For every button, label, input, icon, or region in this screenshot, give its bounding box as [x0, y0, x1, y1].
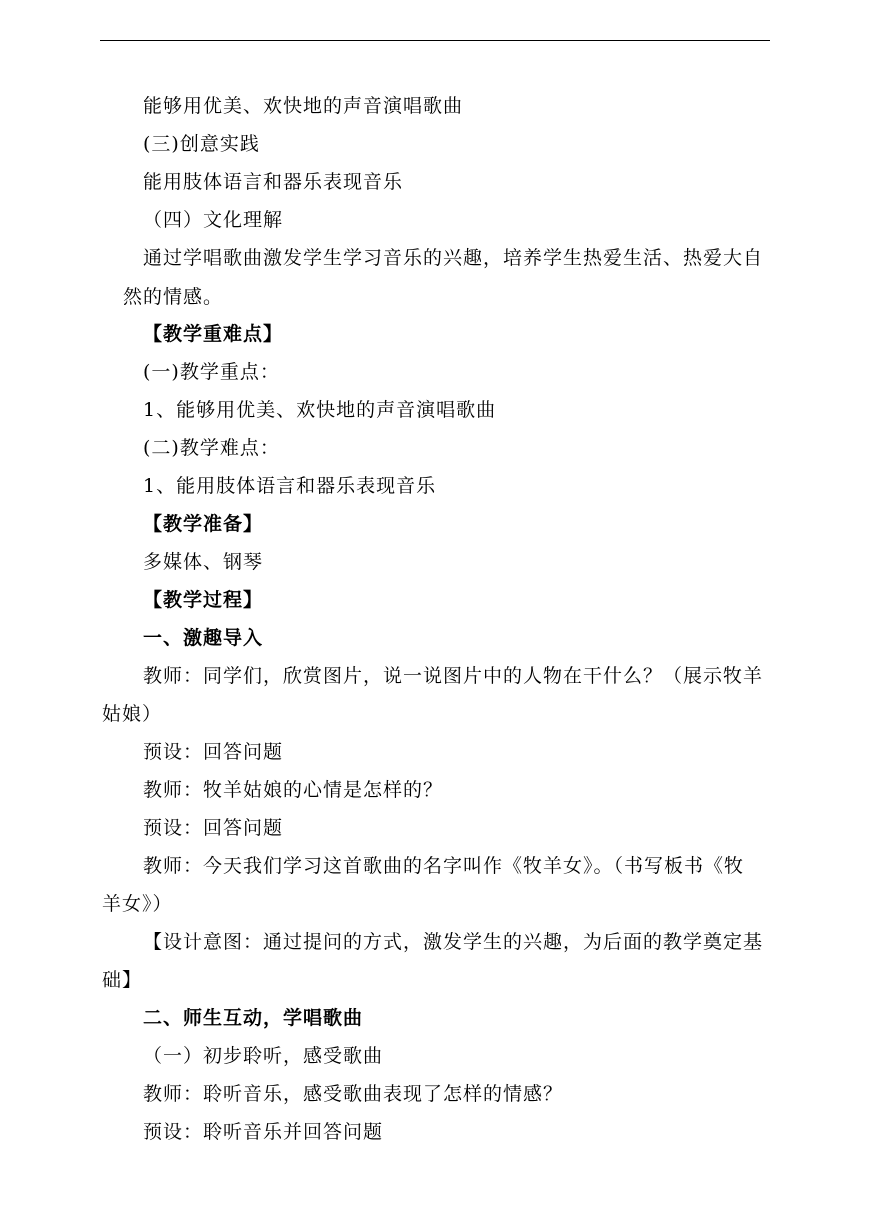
- step-one-heading: 一、激趣导入: [143, 627, 264, 649]
- teacher-line: 教师：同学们，欣赏图片，说一说图片中的人物在干什么？（展示牧羊: [143, 665, 764, 687]
- section-creative-practice: (三)创意实践: [143, 133, 260, 155]
- substep-heading: （一）初步聆听，感受歌曲: [143, 1045, 384, 1067]
- subheading-key-points: (一)教学重点：: [143, 361, 280, 383]
- teacher-line: 教师：今天我们学习这首歌曲的名字叫作《牧羊女》。（书写板书《牧: [143, 855, 745, 877]
- preparation-items: 多媒体、钢琴: [143, 551, 264, 573]
- difficult-point-item: 1、能用肢体语言和器乐表现音乐: [143, 475, 437, 497]
- paragraph-line-cont: 然的情感。: [123, 286, 224, 308]
- section-cultural-understanding: （四）文化理解: [143, 209, 284, 231]
- heading-teaching-process: 【教学过程】: [143, 589, 264, 611]
- preset-line: 预设：聆听音乐并回答问题: [143, 1121, 384, 1143]
- paragraph-line: 通过学唱歌曲激发学生学习音乐的兴趣，培养学生热爱生活、热爱大自: [143, 247, 764, 269]
- preset-line: 预设：回答问题: [143, 741, 284, 763]
- heading-preparation: 【教学准备】: [143, 513, 264, 535]
- goal-line-sing: 能够用优美、欢快地的声音演唱歌曲: [143, 95, 464, 117]
- key-point-item: 1、能够用优美、欢快地的声音演唱歌曲: [143, 399, 497, 421]
- teacher-line: 教师：聆听音乐，感受歌曲表现了怎样的情感？: [143, 1083, 564, 1105]
- teacher-line-cont: 姑娘）: [102, 703, 163, 725]
- header-rule: [100, 40, 770, 41]
- subheading-difficult-points: (二)教学难点：: [143, 437, 280, 459]
- goal-line-body-language: 能用肢体语言和器乐表现音乐: [143, 171, 404, 193]
- step-two-heading: 二、师生互动，学唱歌曲: [143, 1007, 364, 1029]
- design-intent-line: 【设计意图：通过提问的方式，激发学生的兴趣，为后面的教学奠定基: [143, 931, 764, 953]
- design-intent-line-cont: 础】: [102, 969, 143, 991]
- heading-key-difficult-points: 【教学重难点】: [143, 323, 284, 345]
- teacher-line: 教师：牧羊姑娘的心情是怎样的？: [143, 779, 444, 801]
- preset-line: 预设：回答问题: [143, 817, 284, 839]
- teacher-line-cont: 羊女》）: [102, 893, 173, 915]
